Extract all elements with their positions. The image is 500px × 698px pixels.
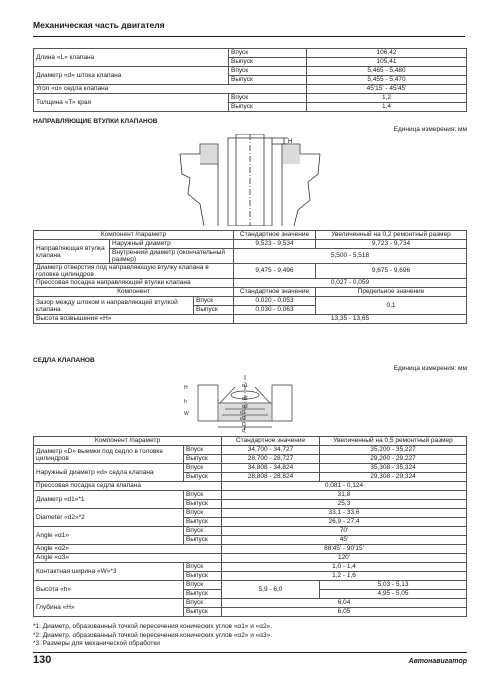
port-label: Впуск (184, 581, 222, 590)
port-label: Впуск (229, 94, 307, 103)
table-row (34, 67, 467, 76)
column-header: Стандартное значение (234, 288, 316, 297)
port-label: Выпуск (194, 306, 234, 315)
valve-guides-table (33, 230, 467, 324)
value-cell: 13,35 - 13,65 (234, 315, 467, 324)
port-label: Выпуск (184, 518, 222, 527)
port-label: Впуск (184, 599, 222, 608)
publisher-name: Автонавигатор (408, 658, 467, 665)
param-label: Angle «α2» (34, 545, 222, 554)
port-label: Выпуск (184, 500, 222, 509)
table-row (34, 49, 467, 58)
value-cell: 0,081 - 0,124 (222, 482, 467, 491)
param-label: Высота «h» (34, 581, 184, 599)
table-row (34, 240, 467, 249)
table-row (34, 563, 467, 572)
value-cell: 9,675 - 9,696 (316, 264, 467, 279)
value-cell: 29,200 - 29,227 (320, 455, 467, 464)
column-header: Стандартное значение (222, 437, 320, 446)
value-cell: 45' (222, 536, 467, 545)
table-row (34, 464, 467, 473)
figure-label-h: H (288, 139, 293, 145)
table-row (34, 509, 467, 518)
value-cell: 120' (222, 554, 467, 563)
unit-label: Единица измерения: мм (393, 126, 467, 133)
unit-label: Единица измерения: мм (393, 365, 467, 372)
value-cell: 0,027 - 0,059 (234, 279, 467, 288)
table-row (34, 264, 467, 279)
figure-label: d (242, 428, 245, 433)
port-label: Впуск (229, 49, 307, 58)
param-label: Диаметр «d» штока клапана (34, 67, 229, 85)
table-row (34, 437, 467, 446)
column-header: Компонент (34, 288, 234, 297)
value-cell: 34,700 - 34,727 (222, 446, 320, 455)
table-row (34, 288, 467, 297)
value-cell: 0,030 - 0,063 (234, 306, 316, 315)
table-row (34, 482, 467, 491)
param-label: Прессовая посадка направляющей втулки клапана (34, 279, 234, 288)
port-label: Впуск (184, 491, 222, 500)
value-cell: 105,41 (307, 58, 467, 67)
table-row (34, 545, 467, 554)
value-cell: 9,523 - 9,534 (234, 240, 316, 249)
column-header: Стандартное значение (234, 231, 316, 240)
value-cell: 34,808 - 34,824 (222, 464, 320, 473)
header-title: Механическая часть двигателя (33, 20, 165, 30)
value-cell: 5,455 - 5,470 (307, 76, 467, 85)
footnote: *1: Диаметр, образованный точкой пересечения конических углов «α1» и «α2». (33, 623, 273, 630)
port-label: Впуск (194, 297, 234, 306)
value-cell: 28,808 - 28,824 (222, 473, 320, 482)
value-cell: 6,04 (222, 599, 467, 608)
port-label: Впуск (229, 67, 307, 76)
value-cell: 88'45' - 90'15' (222, 545, 467, 554)
port-label: Выпуск (229, 58, 307, 67)
port-label: Выпуск (184, 455, 222, 464)
param-label: Diameter «d2»*2 (34, 509, 184, 527)
table-row (34, 599, 467, 608)
port-label: Выпуск (184, 536, 222, 545)
column-header: Увеличенный на 0,2 ремонтный размер (316, 231, 467, 240)
port-label: Выпуск (184, 608, 222, 617)
table-row (34, 279, 467, 288)
table-row (34, 491, 467, 500)
value-cell: 0,1 (316, 297, 467, 315)
value-cell: 1,2 - 1,6 (222, 572, 467, 581)
value-cell: 28,700 - 28,727 (222, 455, 320, 464)
column-header: Предельное значение (316, 288, 467, 297)
figure-label: D (242, 422, 246, 428)
value-cell: 25,3 (222, 500, 467, 509)
column-header: Компонент /параметр (34, 231, 234, 240)
port-label: Выпуск (229, 76, 307, 85)
table-row (34, 581, 467, 590)
param-label: Наружный диаметр «d» седла клапана (34, 464, 184, 482)
footnote: *2: Диаметр, образованный точкой пересечения конических углов «α2» и «α3». (33, 631, 273, 639)
valve-seat-figure (180, 375, 310, 433)
value-cell: 0,020 - 0,053 (234, 297, 316, 306)
param-label: Диаметр отверстия под направляющую втулку клапана в головке цилиндров (34, 264, 234, 279)
port-label: Впуск (184, 509, 222, 518)
table-row (34, 446, 467, 455)
footer-divider (33, 652, 467, 653)
table-row (34, 85, 467, 94)
column-header: Компонент /параметр (34, 437, 222, 446)
param-label: Диаметр «D» выемки под седло в головке цилиндров (34, 446, 184, 464)
figure-label: W (184, 411, 189, 417)
value-cell: 33,1 - 33,6 (222, 509, 467, 518)
param-label: Толщина «Т» края (34, 94, 229, 112)
section-title-guides: НАПРАВЛЯЮЩИЕ ВТУЛКИ КЛАПАНОВ (33, 118, 158, 125)
param-label: Наружный диаметр (110, 240, 234, 249)
table-row (34, 554, 467, 563)
port-label: Выпуск (184, 572, 222, 581)
value-cell: 5,9 - 6,0 (222, 581, 320, 599)
page-number: 130 (33, 654, 52, 666)
figure-label: α2 (242, 396, 248, 402)
valve-seats-table (33, 436, 467, 617)
port-label: Впуск (184, 563, 222, 572)
param-label: Зазор между штоком и направляющей втулкой клапана (34, 297, 194, 315)
value-cell: 29,308 - 29,324 (320, 473, 467, 482)
table-row (34, 315, 467, 324)
value-cell: 1,0 - 1,4 (222, 563, 467, 572)
column-header: Увеличенный на 0,5 ремонтный размер (320, 437, 467, 446)
param-label: Контактная ширина «W»*3 (34, 563, 184, 581)
param-label: Длина «L» клапана (34, 49, 229, 67)
param-label: Прессовая посадка седла клапана (34, 482, 222, 491)
param-label: Диаметр «d1»*1 (34, 491, 184, 509)
port-label: Впуск (184, 527, 222, 536)
value-cell: 70' (222, 527, 467, 536)
port-label: Выпуск (184, 590, 222, 599)
value-cell: 5,500 - 5,518 (234, 249, 467, 264)
port-label: Впуск (184, 464, 222, 473)
figure-label: d2 (240, 416, 246, 422)
page-header (33, 14, 465, 37)
param-label: Угол «α» седла клапана (34, 85, 307, 94)
port-label: Выпуск (184, 473, 222, 482)
footnote: *3: Размеры для механической обработки (33, 640, 160, 647)
param-label: Angle «α3» (34, 554, 222, 563)
value-cell: 6,05 (222, 608, 467, 617)
param-label: Angle «α1» (34, 527, 184, 545)
value-cell: 35,200 - 35,227 (320, 446, 467, 455)
table-row (34, 94, 467, 103)
figure-label: H (184, 385, 188, 391)
value-cell: 9,475 - 9,496 (234, 264, 316, 279)
param-label: Высота возвышения «Н» (34, 315, 234, 324)
port-label: Впуск (184, 446, 222, 455)
value-cell: 1,2 (307, 94, 467, 103)
value-cell: 5,03 - 5,13 (320, 581, 467, 590)
param-label: Направляющая втулка клапана (34, 240, 110, 264)
valve-dimensions-table (33, 48, 467, 112)
port-label: Выпуск (229, 103, 307, 112)
value-cell: 4,95 - 5,05 (320, 590, 467, 599)
table-row (34, 231, 467, 240)
value-cell: 26,9 - 27,4 (222, 518, 467, 527)
param-label: Внутренний диаметр (окончательный размер) (110, 249, 234, 264)
param-label: Глубина «H» (34, 599, 184, 617)
figure-label: h (184, 399, 187, 405)
value-cell: 31,8 (222, 491, 467, 500)
value-cell: 45'15' - 45'45' (307, 85, 467, 94)
value-cell: 9,723 - 9,734 (316, 240, 467, 249)
table-row (34, 297, 467, 306)
table-row (34, 527, 467, 536)
value-cell: 106,42 (307, 49, 467, 58)
value-cell: 35,308 - 35,324 (320, 464, 467, 473)
section-title-seats: СЕДЛА КЛАПАНОВ (33, 357, 95, 364)
valve-guide-figure (170, 134, 330, 226)
figure-label: α3 (242, 404, 248, 410)
footnotes (33, 623, 272, 649)
value-cell: 5,465 - 5,480 (307, 67, 467, 76)
value-cell: 1,4 (307, 103, 467, 112)
figure-label: d1 (240, 410, 246, 416)
figure-label: α1 (242, 383, 248, 389)
